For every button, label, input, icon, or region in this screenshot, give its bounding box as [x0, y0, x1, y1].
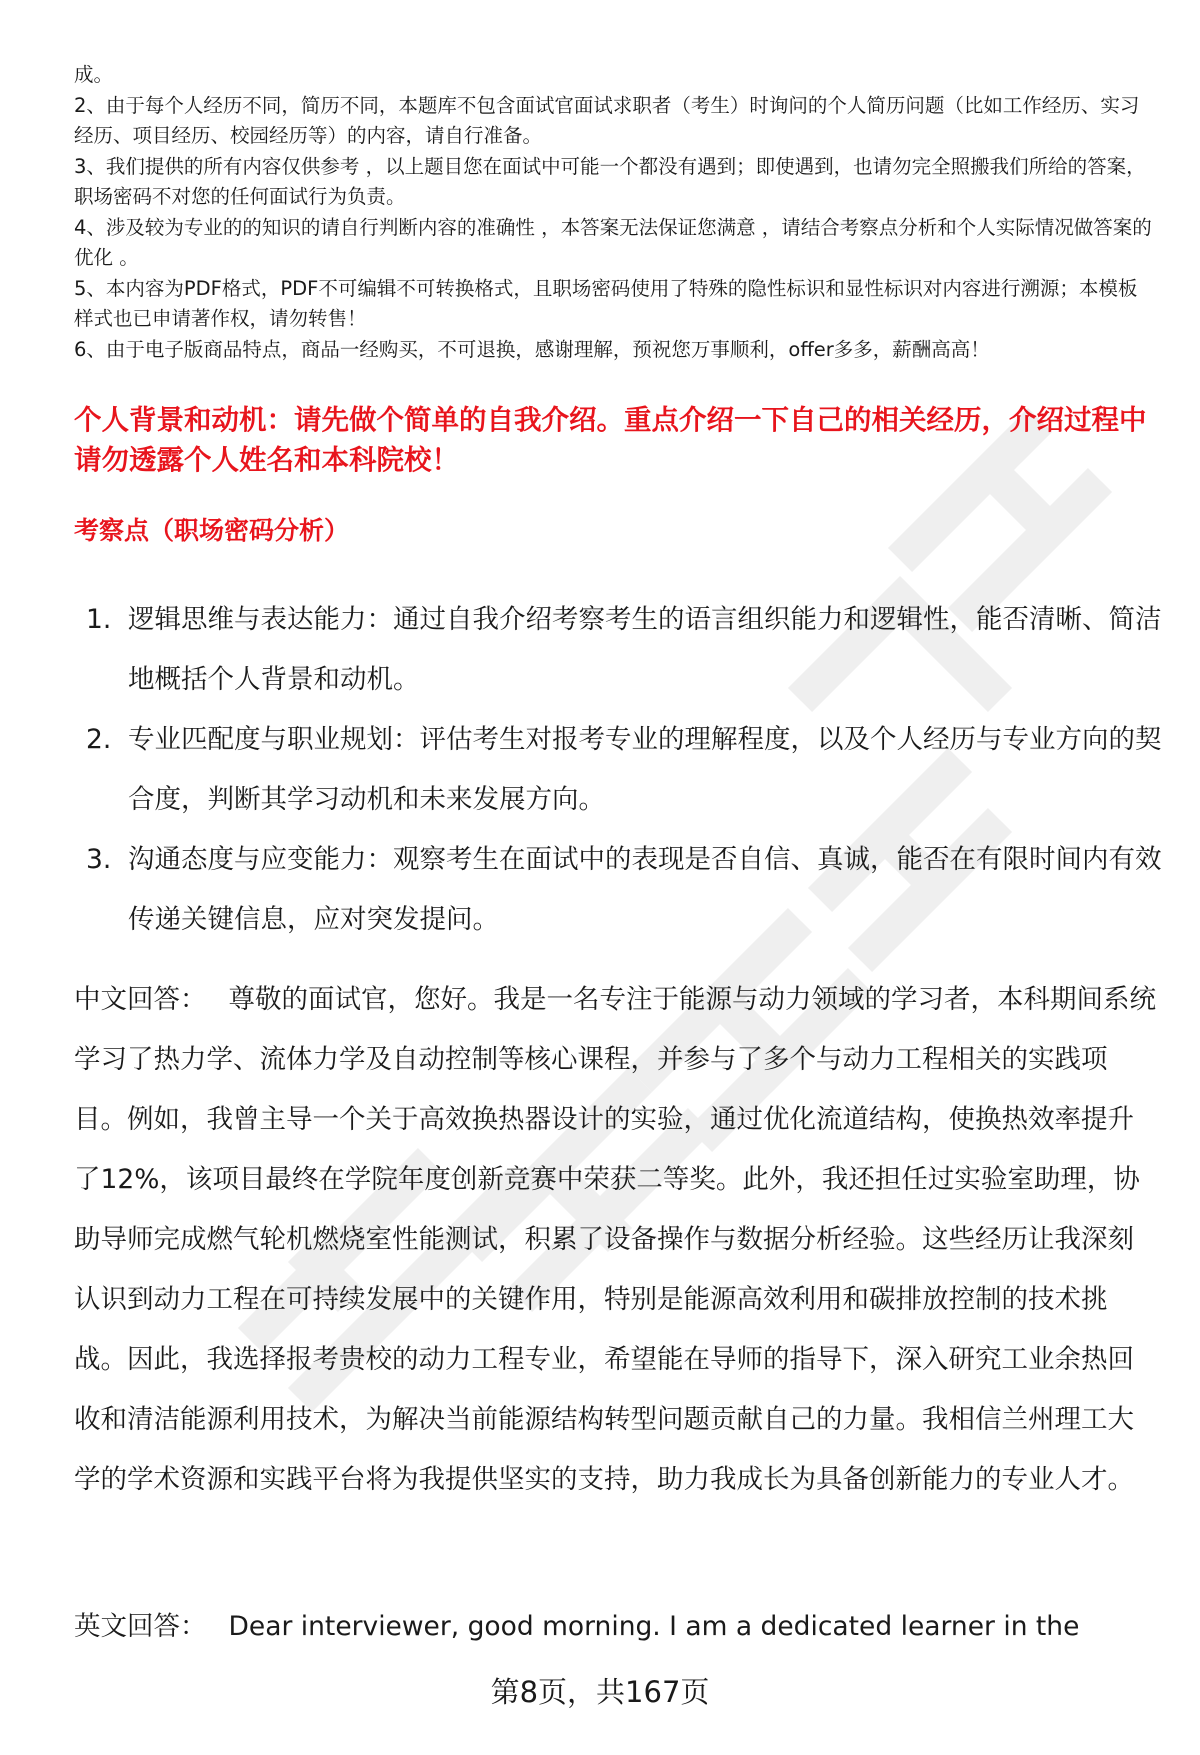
point-text: 逻辑思维与表达能力：通过自我介绍考察考生的语言组织能力和逻辑性，能否清晰、简洁地概括个人背景和动机。	[128, 604, 1162, 695]
point-number: 2.	[86, 724, 112, 755]
point-number: 1.	[86, 604, 112, 635]
english-answer-text: Dear interviewer, good morning. I am a dedicated learner in the	[228, 1611, 1080, 1642]
analysis-heading: 考察点（职场密码分析）	[74, 516, 350, 545]
chinese-answer-text: 尊敬的面试官，您好。我是一名专注于能源与动力领域的学习者，本科期间系统学习了热力学、流体力学及自动控制等核心课程，并参与了多个与动力工程相关的实践项目。例如，我曾主导一个关于高效换热器设计的实验，通过优化流道结构，使换热效率提升了12%，该项目最终在学院年度创新竞赛中荣获二等奖。此外，我还担任过实验室助理，协助导师完成燃气轮机燃烧室性能测试，积累了设备操作与数据分析经验。这些经历让我深刻认识到动力工程在可持续发展中的关键作用，特别是能源高效利用和碳排放控制的技术挑战。因此，我选择报考贵校的动力工程专业，希望能在导师的指导下，深入研究工业余热回收和清洁能源利用技术，为解决当前能源结构转型问题贡献自己的力量。我相信兰州理工大学的学术资源和实践平台将为我提供坚实的支持，助力我成长为具备创新能力的专业人才。	[74, 984, 1156, 1495]
note-line-2: 3、我们提供的所有内容仅供参考 ，以上题目您在面试中可能一个都没有遇到；即使遇到，也请勿完全照搬我们所给的答案，职场密码不对您的任何面试行为负责。	[74, 154, 1146, 208]
note-line-0: 成。	[74, 63, 114, 86]
page-number-footer: 第8页，共167页	[490, 1675, 710, 1709]
note-line-1: 2、由于每个人经历不同，简历不同，本题库不包含面试官面试求职者（考生）时询问的个人简历问题（比如工作经历、实习经历、项目经历、校园经历等）的内容，请自行准备。	[74, 93, 1140, 147]
question-heading: 个人背景和动机：请先做个简单的自我介绍。重点介绍一下自己的相关经历，介绍过程中请勿透露个人姓名和本科院校！	[74, 404, 1147, 476]
notes-section	[74, 60, 1154, 365]
analysis-point	[74, 710, 1164, 830]
chinese-answer	[74, 970, 1160, 1510]
point-text: 专业匹配度与职业规划：评估考生对报考专业的理解程度，以及个人经历与专业方向的契合度，判断其学习动机和未来发展方向。	[128, 724, 1162, 815]
analysis-point	[74, 830, 1164, 950]
analysis-point	[74, 590, 1164, 710]
analysis-points-list	[74, 590, 1164, 950]
note-line-4: 5、本内容为PDF格式，PDF不可编辑不可转换格式，且职场密码使用了特殊的隐性标识和显性标识对内容进行溯源；本模板样式也已申请著作权，请勿转售！	[74, 276, 1138, 330]
note-line-5: 6、由于电子版商品特点，商品一经购买，不可退换，感谢理解，预祝您万事顺利，offer多多，薪酬高高！	[74, 337, 990, 361]
english-answer-label: 英文回答：	[74, 1611, 207, 1642]
chinese-answer-label: 中文回答：	[74, 984, 207, 1015]
point-text: 沟通态度与应变能力：观察考生在面试中的表现是否自信、真诚，能否在有限时间内有效传递关键信息，应对突发提问。	[128, 844, 1162, 935]
point-number: 3.	[86, 844, 112, 875]
english-answer	[74, 1597, 1160, 1657]
note-line-3: 4、涉及较为专业的的知识的请自行判断内容的准确性 ，本答案无法保证您满意 ，请结合考察点分析和个人实际情况做答案的优化 。	[74, 215, 1152, 269]
